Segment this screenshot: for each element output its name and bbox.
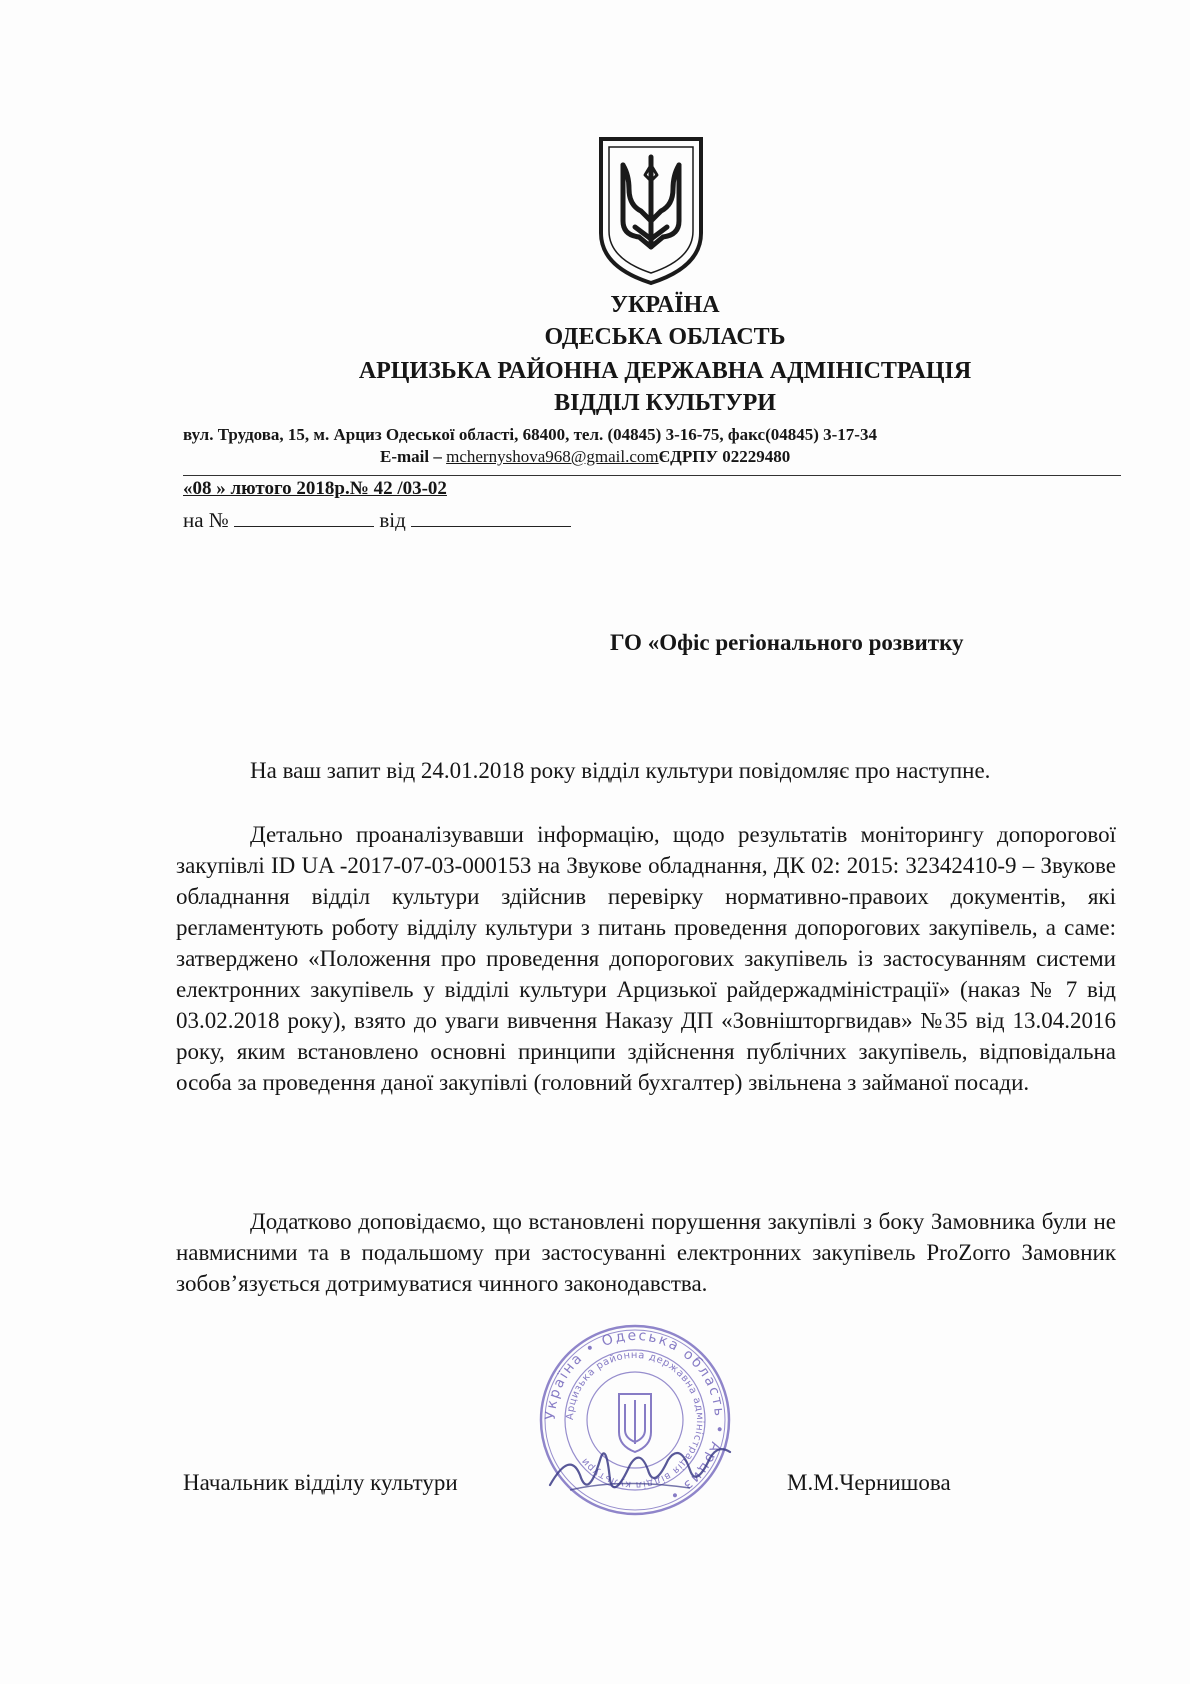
signatory-name: М.М.Чернишова <box>787 1470 951 1495</box>
outgoing-number: «08 » лютого 2018р.№ 42 /03-02 <box>183 478 447 499</box>
handwritten-signature <box>540 1430 740 1510</box>
signatory-title: Начальник відділу культури <box>183 1470 458 1495</box>
body-paragraph-2 <box>176 819 1116 1098</box>
header-address: вул. Трудова, 15, м. Арциз Одеської області, 68400, тел. (04845) 3-16-75, факс(04845) 3-17-34 <box>183 425 877 444</box>
body-paragraph-1 <box>176 755 1116 786</box>
header-administration: АРЦИЗЬКА РАЙОННА ДЕРЖАВНА АДМІНІСТРАЦІЯ <box>358 358 972 384</box>
edrpou-code: ЄДРПУ 02229480 <box>658 447 791 466</box>
reference-number-blank <box>234 508 374 527</box>
reference-date-label: від <box>379 508 406 532</box>
paragraph-text: На ваш запит від 24.01.2018 року відділ культури повідомляє про наступне. <box>250 758 991 783</box>
header-divider <box>183 475 1121 476</box>
reference-number-label: на № <box>183 508 229 532</box>
stamp-inner-text: Арцизька районна державна адміністрація відділ культури <box>564 1349 706 1491</box>
header-country: УКРАЇНА <box>610 292 720 318</box>
paragraph-text: Додатково доповідаємо, що встановлені порушення закупівлі з боку Замовника були не навмисними та в подальшому при застосуванні електронних закупівель ProZorro Замовник зобов’язується дотримуватися чинного законодавства. <box>176 1209 1116 1296</box>
header-region: ОДЕСЬКА ОБЛАСТЬ <box>544 324 786 350</box>
header-contact-line <box>380 446 790 468</box>
stamp-outer-text: Україна • Одеська область • Арциз • <box>542 1327 728 1505</box>
reference-line <box>183 507 571 533</box>
paragraph-text: Детально проаналізувавши інформацію, щодо результатів моніторингу допорогової закупівлі ID UA -2017-07-03-000153 на Звукове обладнання, ДК 02: 2015: 32342410-9 – Звукове обладнання відділ культури здійснив перевірку нормативно-правоих документів, які регламентують роботу відділу культури з питань проведення допорогових закупівель, а саме: затверджено «Положення про проведення допорогових закупівель із застосуванням системи електронних закупівель у відділі культури Арцизької райдержадміністрації» (наказ № 7 від 03.02.2018 року), взято до уваги вивчення Наказу ДП «Зовнішторгвидав» №35 від 13.04.2016 року, яким встановлено основні принципи здійснення публічних закупівель, відповідальна особа за проведення даної закупівлі (головний бухгалтер) звільнена з займаної посади. <box>176 822 1116 1095</box>
email-label: E-mail – <box>380 447 447 466</box>
addressee: ГО «Офіс регіонального розвитку <box>610 630 964 655</box>
header-department: ВІДДІЛ КУЛЬТУРИ <box>554 390 776 416</box>
coat-of-arms-icon <box>595 135 707 287</box>
body-paragraph-3 <box>176 1206 1116 1299</box>
reference-date-blank <box>411 508 571 527</box>
email-link[interactable]: mchernyshova968@gmail.com <box>446 447 659 466</box>
